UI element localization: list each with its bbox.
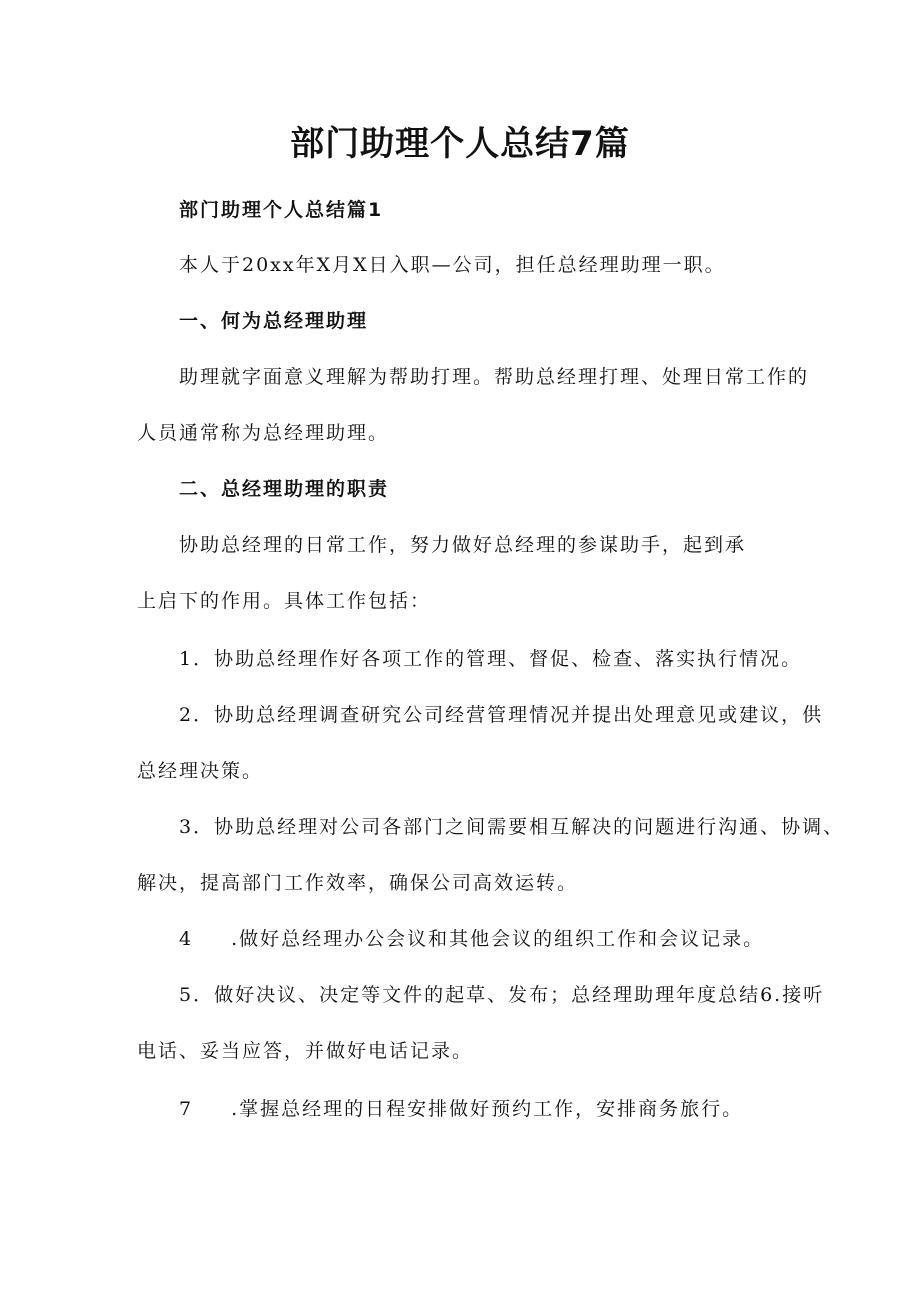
section1-paragraph-line2: 人员通常称为总经理助理。 <box>137 422 390 444</box>
list-item-4 <box>179 924 764 954</box>
list-item-2-line1: 2．协助总经理调查研究公司经营管理情况并提出处理意见或建议，供 <box>179 704 824 726</box>
list-item-5-line2: 电话、妥当应答，并做好电话记录。 <box>137 1040 474 1062</box>
list-item-7-text: .掌握总经理的日程安排做好预约工作，安排商务旅行。 <box>231 1098 744 1120</box>
list-item-4-number: 4 <box>179 928 194 950</box>
section2-heading: 二、总经理助理的职责 <box>179 478 390 500</box>
list-item-4-text: .做好总经理办公会议和其他会议的组织工作和会议记录。 <box>231 928 765 950</box>
list-item-1: 1．协助总经理作好各项工作的管理、督促、检查、落实执行情况。 <box>179 648 803 670</box>
list-item-3-line1: 3．协助总经理对公司各部门之间需要相互解决的问题进行沟通、协调、 <box>179 816 845 838</box>
section2-paragraph-line2: 上启下的作用。具体工作包括： <box>137 590 432 612</box>
list-item-5-line1: 5．做好决议、决定等文件的起草、发布；总经理助理年度总结6.接听 <box>179 984 825 1006</box>
section1-heading: 一、何为总经理助理 <box>179 310 369 332</box>
intro-paragraph: 本人于20xx年X月X日入职—公司，担任总经理助理一职。 <box>179 254 726 276</box>
section1-paragraph-line1: 助理就字面意义理解为帮助打理。帮助总经理打理、处理日常工作的 <box>179 366 810 388</box>
list-item-7 <box>179 1094 743 1124</box>
list-item-3-line2: 解决，提高部门工作效率，确保公司高效运转。 <box>137 872 579 894</box>
list-item-2-line2: 总经理决策。 <box>137 760 264 782</box>
document-subtitle: 部门助理个人总结篇1 <box>179 199 384 221</box>
document-title: 部门助理个人总结7篇 <box>290 124 630 164</box>
list-item-7-number: 7 <box>179 1098 194 1120</box>
section2-paragraph-line1: 协助总经理的日常工作，努力做好总经理的参谋助手，起到承 <box>179 534 747 556</box>
